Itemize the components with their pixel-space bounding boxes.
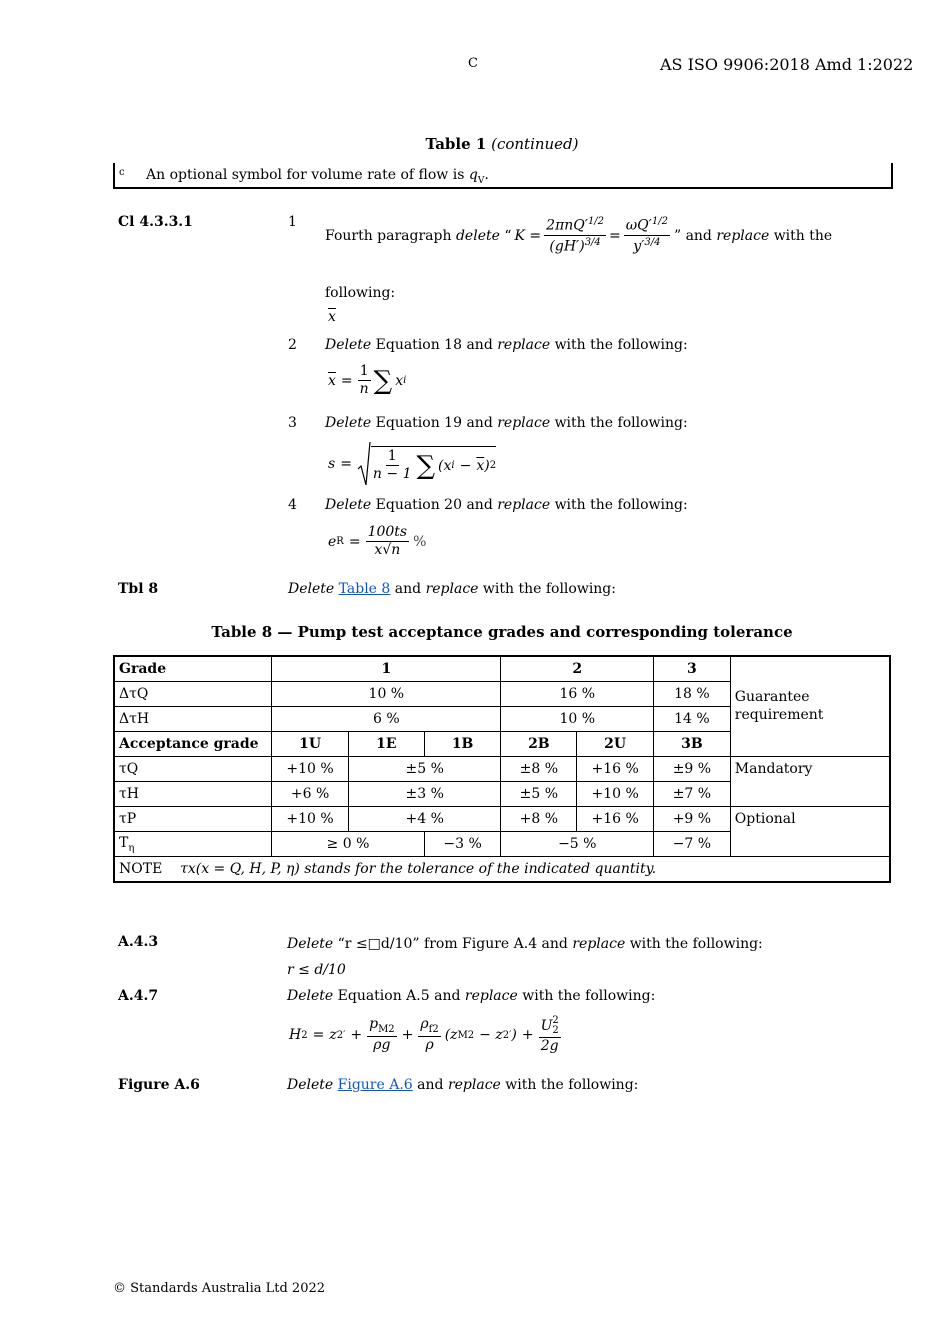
table8-link[interactable]: Table 8 xyxy=(338,581,391,597)
acceptance-2b: 2B xyxy=(501,732,577,757)
eq19-lhs: s xyxy=(328,456,336,472)
figure-a6-link[interactable]: Figure A.6 xyxy=(337,1077,413,1093)
eq20-den-xbar: $\overline{x}$ xyxy=(374,542,383,559)
mandatory-label: Mandatory xyxy=(730,757,890,807)
a447-verb2: replace xyxy=(464,988,518,1004)
eq20-den-n: n xyxy=(391,542,401,559)
table1-title xyxy=(0,135,950,153)
dth-grade3: 14 % xyxy=(654,707,731,732)
item-3-text xyxy=(325,415,688,431)
eqa5-z-sub: 2′ xyxy=(336,1029,346,1041)
th-3b: ±7 % xyxy=(654,782,731,807)
item-number-3: 3 xyxy=(288,415,297,431)
eqa5-plus-2: + xyxy=(401,1027,414,1044)
equation-a5 xyxy=(289,1016,561,1054)
clause-label-4331: Cl 4.3.3.1 xyxy=(118,214,193,230)
th-1u: +6 % xyxy=(272,782,349,807)
eq19-term-open: (x xyxy=(438,457,452,474)
figa6-post: with the following: xyxy=(505,1077,639,1093)
acceptance-1u: 1U xyxy=(272,732,349,757)
item-2-mid: Equation 18 and xyxy=(375,337,493,353)
footnote-symbol: q xyxy=(468,167,478,183)
eqa5-frac2-num: ρ xyxy=(420,1016,429,1033)
th-2b: ±5 % xyxy=(501,782,577,807)
a443-verb1: Delete xyxy=(287,936,334,952)
eq19-term-sub: i xyxy=(451,460,455,471)
a443-post: with the following: xyxy=(629,936,763,952)
row-label-tq: τQ xyxy=(114,757,272,782)
note-text: τx(x = Q, H, P, η) stands for the tolerance of the indicated quantity. xyxy=(180,861,657,877)
item-4-post: with the following: xyxy=(554,497,688,513)
row-label-tp: τP xyxy=(114,807,272,832)
a447-label: A.4.7 xyxy=(118,988,159,1004)
dth-grade1: 6 % xyxy=(272,707,501,732)
footnote-text-main: An optional symbol for volume rate of flow is xyxy=(146,167,465,183)
eq-k-frac2-den: y′ xyxy=(633,238,645,255)
eq-k-frac-2 xyxy=(624,216,670,255)
eq19-sqrt-sign xyxy=(357,441,371,487)
tp-2u: +16 % xyxy=(577,807,654,832)
eq-k-frac2-den-sup: 3/4 xyxy=(644,237,661,249)
tbl8-mid: and xyxy=(394,581,422,597)
equation-18 xyxy=(328,364,406,398)
th-2u: +10 % xyxy=(577,782,654,807)
eqa5-frac1-num: p xyxy=(369,1016,379,1033)
a443-verb2: replace xyxy=(572,936,626,952)
tp-1e-1b: +4 % xyxy=(348,807,501,832)
acceptance-1e: 1E xyxy=(348,732,424,757)
dtq-grade2: 16 % xyxy=(501,682,654,707)
eq-k-frac1-num: 2πnQ′ xyxy=(546,217,588,234)
footnote-text xyxy=(146,167,489,186)
eqa5-eq: = xyxy=(312,1027,325,1044)
eq20-frac xyxy=(366,525,410,559)
grade-1: 1 xyxy=(272,656,501,682)
eq-k-frac2-num: ωQ′ xyxy=(625,217,652,234)
a447-instruction xyxy=(287,988,655,1004)
table-row xyxy=(114,807,890,832)
a443-label: A.4.3 xyxy=(118,934,159,950)
item-3-verb2: replace xyxy=(497,415,551,431)
a443-mid: from Figure A.4 and xyxy=(424,936,568,952)
tq-1e-1b: ±5 % xyxy=(348,757,501,782)
eqa5-frac2 xyxy=(418,1017,440,1053)
eq18-term: x xyxy=(395,372,404,389)
eqa5-z: z xyxy=(329,1027,337,1044)
a447-verb1: Delete xyxy=(287,988,334,1004)
figa6-verb1: Delete xyxy=(287,1077,334,1093)
eq18-lhs: $\overline{x}$ xyxy=(328,372,336,389)
note-label: NOTE xyxy=(119,861,163,877)
item-2-text xyxy=(325,337,688,353)
teta-3b: −7 % xyxy=(654,832,731,857)
tbl8-label: Tbl 8 xyxy=(118,581,159,597)
item-number-4: 4 xyxy=(288,497,297,513)
item-3-post: with the following: xyxy=(554,415,688,431)
row-label-dth: ΔτH xyxy=(114,707,272,732)
eq19-term-xbar: $\overline{x}$ xyxy=(476,457,485,474)
eq20-num: 100ts xyxy=(366,525,410,542)
tbl8-verb1: Delete xyxy=(288,581,335,597)
eqa5-frac2-num-sub: f2 xyxy=(428,1023,439,1035)
tbl8-verb2: replace xyxy=(425,581,479,597)
eq-k-frac1-den: (gH′) xyxy=(549,238,585,255)
eq18-frac xyxy=(358,364,371,398)
item-1-cont: following: xyxy=(325,285,396,301)
tq-3b: ±9 % xyxy=(654,757,731,782)
eqa5-frac2-den: ρ xyxy=(425,1036,434,1053)
eq20-eq: = xyxy=(348,533,361,550)
grade-2: 2 xyxy=(501,656,654,682)
eqa5-paren-sub2: 2′ xyxy=(502,1029,512,1041)
eqa5-frac1-num-sub: M2 xyxy=(378,1023,395,1035)
equation-19 xyxy=(328,441,496,487)
grade-header: Grade xyxy=(114,656,272,682)
dtq-grade3: 18 % xyxy=(654,682,731,707)
eqa5-paren-open: (z xyxy=(444,1027,458,1044)
eqa5-frac3-den: 2g xyxy=(540,1038,559,1054)
eq19-num: 1 xyxy=(386,449,399,466)
table8-title: Table 8 — Pump test acceptance grades and corresponding tolerance xyxy=(211,623,793,641)
tq-2b: ±8 % xyxy=(501,757,577,782)
eqa5-frac3-num-sup: 2 xyxy=(552,1015,559,1026)
eq19-term-close: ) xyxy=(484,457,490,474)
optional-label: Optional xyxy=(730,807,890,857)
tbl8-instruction xyxy=(288,581,616,597)
item-3-mid: Equation 19 and xyxy=(375,415,493,431)
acceptance-1b: 1B xyxy=(424,732,501,757)
eqa5-frac3-num: U xyxy=(540,1018,553,1034)
table-row xyxy=(114,857,890,883)
footnote-marker: c xyxy=(119,167,125,178)
tq-2u: +16 % xyxy=(577,757,654,782)
eq19-radicand xyxy=(371,446,496,483)
item-1-quote-close: ” xyxy=(673,227,682,244)
tp-1u: +10 % xyxy=(272,807,349,832)
footer-copyright: © Standards Australia Ltd 2022 xyxy=(113,1281,326,1296)
figa6-mid: and xyxy=(417,1077,444,1093)
eq20-lhs: e xyxy=(328,533,337,550)
acceptance-2u: 2U xyxy=(577,732,654,757)
eq19-frac xyxy=(371,449,414,483)
item-3-verb1: Delete xyxy=(325,415,372,431)
figa6-instruction xyxy=(287,1077,638,1093)
item-1-text xyxy=(325,216,832,255)
table-row xyxy=(114,757,890,782)
table1-footnote-row xyxy=(113,163,893,189)
eqa5-lhs: H xyxy=(289,1027,302,1044)
teta-grade2: −5 % xyxy=(501,832,654,857)
acceptance-3b: 3B xyxy=(654,732,731,757)
a443-instruction xyxy=(287,936,763,952)
eqa5-plus-3: + xyxy=(521,1027,534,1044)
grade-3: 3 xyxy=(654,656,731,682)
eq18-sum: ∑ xyxy=(373,365,393,396)
eq-k-frac1-den-sup: 3/4 xyxy=(584,237,601,249)
eqa5-frac3-num-sub: 2 xyxy=(552,1025,559,1036)
dth-grade2: 10 % xyxy=(501,707,654,732)
item-number-1: 1 xyxy=(288,214,297,230)
th-1e-1b: ±3 % xyxy=(348,782,501,807)
item-1-pre: Fourth paragraph xyxy=(325,227,452,244)
table1-title-bold: Table 1 xyxy=(425,135,487,153)
teta-1u-1e: ≥ 0 % xyxy=(272,832,425,857)
row-label-teta xyxy=(114,832,272,857)
eqa5-plus-1: + xyxy=(350,1027,363,1044)
eqa5-lhs-sub: 2 xyxy=(301,1029,308,1041)
footnote-sub: V xyxy=(477,175,485,186)
eq19-term-sup: 2 xyxy=(489,460,497,471)
item-1-verb1: delete xyxy=(455,227,500,244)
eqa5-paren-close: ) xyxy=(511,1027,517,1044)
item-2-post: with the following: xyxy=(554,337,688,353)
eq19-sum: ∑ xyxy=(416,450,436,481)
eq-k-frac2-num-sup: 1/2 xyxy=(651,216,668,227)
teta-1b: −3 % xyxy=(424,832,501,857)
a443-quote: “r ≤□d/10” xyxy=(337,936,420,952)
footnote-end: . xyxy=(484,167,489,183)
eq19-term-minus: − xyxy=(459,457,472,474)
item-2-verb1: Delete xyxy=(325,337,372,353)
equation-20 xyxy=(328,525,426,559)
item-2-verb2: replace xyxy=(497,337,551,353)
eqa5-paren-mid: − z xyxy=(479,1027,503,1044)
item-4-text xyxy=(325,497,688,513)
eq20-lhs-sub: R xyxy=(336,536,344,548)
eq18-eq: = xyxy=(340,372,353,389)
table8 xyxy=(113,655,891,883)
dtq-grade1: 10 % xyxy=(272,682,501,707)
teta-label: T xyxy=(119,834,129,851)
item-4-verb2: replace xyxy=(497,497,551,513)
eq-k-mid: = xyxy=(609,227,621,244)
row-label-th: τH xyxy=(114,782,272,807)
eqa5-frac3 xyxy=(539,1016,561,1054)
eq20-percent: % xyxy=(413,533,427,550)
header-center-mark: C xyxy=(468,56,478,71)
acceptance-grade-header: Acceptance grade xyxy=(114,732,272,757)
item-1-post: with the xyxy=(773,227,833,244)
eqa5-paren-sub1: M2 xyxy=(457,1029,475,1041)
eq-k-lhs: K = xyxy=(514,227,542,244)
eq18-term-sub: i xyxy=(403,375,407,387)
eq18-den: n xyxy=(359,381,369,398)
a443-formula: r ≤ d/10 xyxy=(287,962,346,978)
guarantee-requirement: Guarantee requirement xyxy=(730,656,890,757)
eq18-num: 1 xyxy=(358,364,371,381)
eqa5-frac1-den: ρg xyxy=(373,1036,391,1053)
table-row xyxy=(114,656,890,682)
eq19-den: n − 1 xyxy=(372,466,412,482)
table8-note xyxy=(114,857,890,883)
item-number-2: 2 xyxy=(288,337,297,353)
eq19-eq: = xyxy=(340,456,352,472)
item-1-quote-open: “ xyxy=(504,227,512,244)
tq-1u: +10 % xyxy=(272,757,349,782)
figa6-label: Figure A.6 xyxy=(118,1077,200,1093)
tp-2b: +8 % xyxy=(501,807,577,832)
item-4-verb1: Delete xyxy=(325,497,372,513)
tp-3b: +9 % xyxy=(654,807,731,832)
item-1-verb2: replace xyxy=(716,227,770,244)
item-1-and: and xyxy=(685,227,712,244)
tbl8-post: with the following: xyxy=(482,581,616,597)
a447-mid: Equation A.5 and xyxy=(337,988,461,1004)
eq20-den-sqrt: √ xyxy=(382,542,392,559)
table1-title-italic: (continued) xyxy=(491,135,579,153)
teta-label-sub: η xyxy=(128,842,135,854)
a447-post: with the following: xyxy=(522,988,656,1004)
standard-id: AS ISO 9906:2018 Amd 1:2022 xyxy=(660,55,914,74)
row-label-dtq: ΔτQ xyxy=(114,682,272,707)
eq-k-frac1-num-sup: 1/2 xyxy=(587,216,605,227)
item-1-symbol-xbar: $\overline{x}$ xyxy=(328,309,336,325)
eqa5-frac1 xyxy=(367,1017,397,1053)
eq-k-frac-1 xyxy=(544,216,606,255)
figa6-verb2: replace xyxy=(447,1077,501,1093)
item-4-mid: Equation 20 and xyxy=(375,497,493,513)
